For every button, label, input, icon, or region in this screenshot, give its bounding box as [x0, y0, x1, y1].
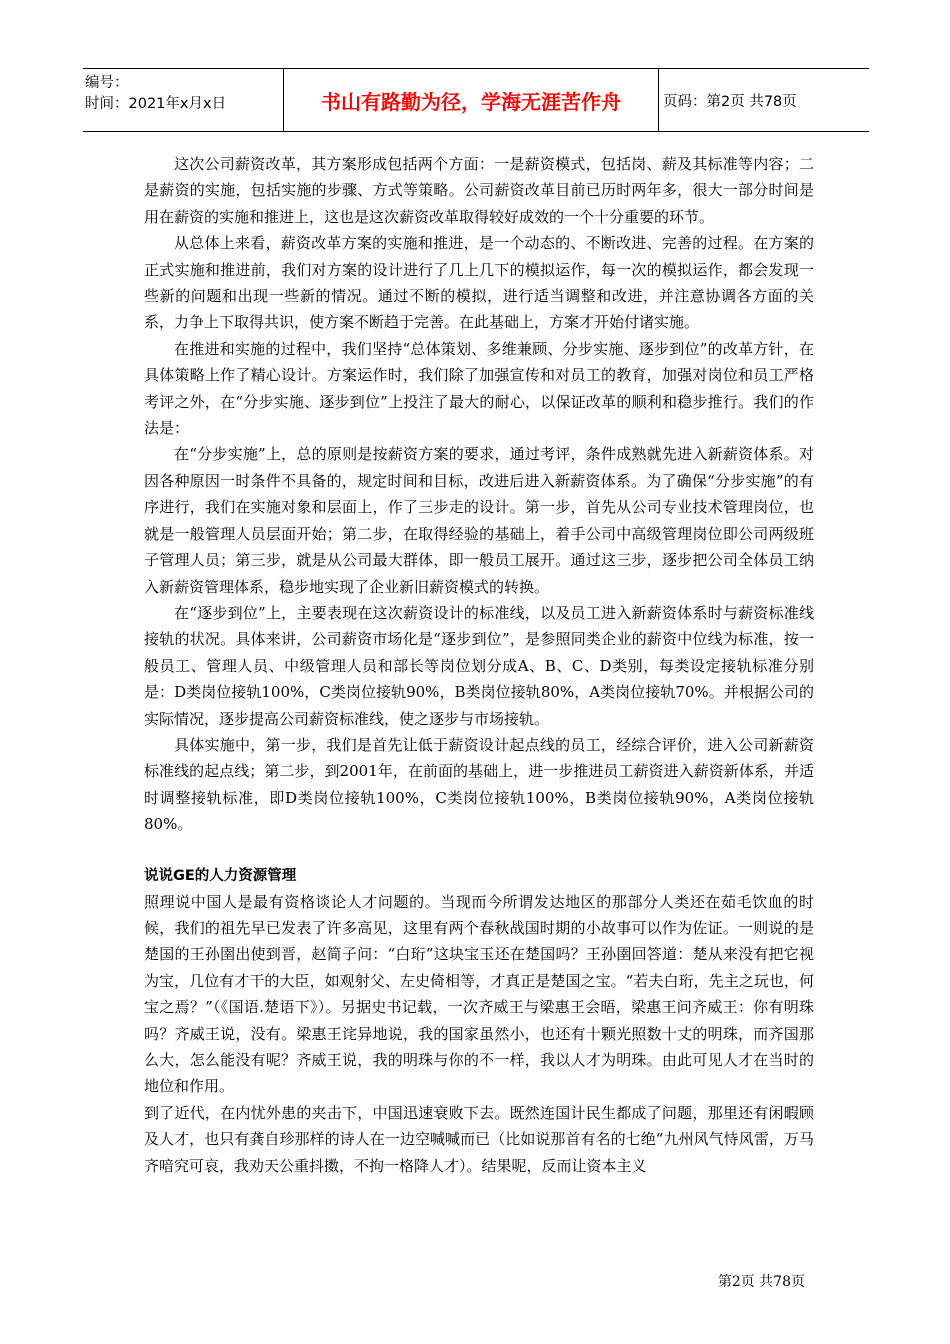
page-header [83, 68, 869, 132]
document-number-label: 编号： [85, 75, 129, 91]
section-paragraph: 到了近代，在内忧外患的夹击下，中国迅速衰败下去。既然连国计民生都成了问题，那里还有闲暇顾及人才，也只有龚自珍那样的诗人在一边空喊喊而已（比如说那首有名的七绝“九州风气恃风雷，万马齐喑究可哀，我劝天公重抖擞，不拘一格降人才）。结果呢，反而让资本主义 [144, 1103, 814, 1175]
page-footer: 第2页 共78页 [717, 1274, 805, 1290]
document-time-label: 时间：2021年x月x日 [85, 96, 227, 112]
body-paragraph: 在推进和实施的过程中，我们坚持“总体策划、多维兼顾、分步实施、逐步到位”的改革方针，在具体策略上作了精心设计。方案运作时，我们除了加强宣传和对员工的教育，加强对岗位和员工严格考评之外，在“分步实施、逐步到位”上投注了最大的耐心，以保证改革的顺利和稳步推行。我们的作法是： [144, 339, 814, 438]
header-motto: 书山有路勤为径，学海无涯苦作舟 [283, 69, 659, 131]
section-title: 说说GE的人力资源管理 [144, 867, 297, 884]
header-meta [85, 73, 285, 115]
body-paragraph: 在“分步实施”上，总的原则是按薪资方案的要求，通过考评，条件成熟就先进入新薪资体系。对因各种原因一时条件不具备的，规定时间和目标，改进后进入新薪资体系。为了确保“分步实施”的有序进行，我们在实施对象和层面上，作了三步走的设计。第一步，首先从公司专业技术管理岗位，也就是一般管理人员层面开始；第二步，在取得经验的基础上，着手公司中高级管理岗位即公司两级班子管理人员；第三步，就是从公司最大群体，即一般员工展开。通过这三步，逐步把公司全体员工纳入新薪资管理体系，稳步地实现了企业新旧薪资模式的转换。 [144, 445, 814, 596]
document-body [144, 151, 814, 1179]
header-page-info: 页码：第2页 共78页 [663, 93, 797, 110]
section-paragraph: 照理说中国人是最有资格谈论人才问题的。当现而今所谓发达地区的那部分人类还在茹毛饮血的时候，我们的祖先早已发表了许多高见，这里有两个春秋战国时期的小故事可以作为佐证。一则说的是楚国的王孙圉出使到晋，赵简子问：“白珩”这块宝玉还在楚国吗？王孙圉回答道：楚从来没有把它视为宝，几位有才干的大臣，如观射父、左史倚相等，才真正是楚国之宝。“若夫白珩，先主之玩也，何宝之焉？”（《国语.楚语下》）。另据史书记载，一次齐威王与梁惠王会晤，梁惠王问齐威王：你有明珠吗？齐威王说，没有。梁惠王诧异地说，我的国家虽然小，也还有十颗光照数十丈的明珠，而齐国那么大，怎么能没有呢？齐威王说，我的明珠与你的不一样，我以人才为明珠。由此可见人才在当时的地位和作用。 [144, 892, 814, 1096]
body-paragraph: 从总体上来看，薪资改革方案的实施和推进，是一个动态的、不断改进、完善的过程。在方案的正式实施和推进前，我们对方案的设计进行了几上几下的模拟运作，每一次的模拟运作，都会发现一些新的问题和出现一些新的情况。通过不断的模拟，进行适当调整和改进，并注意协调各方面的关系，力争上下取得共识，使方案不断趋于完善。在此基础上，方案才开始付诸实施。 [144, 234, 814, 332]
body-paragraph: 具体实施中，第一步，我们是首先让低于薪资设计起点线的员工，经综合评价，进入公司新薪资标准线的起点线；第二步，到2001年，在前面的基础上，进一步推进员工薪资进入薪资新体系，并适时调整接轨标准，即D类岗位接轨100%，C类岗位接轨100%，B类岗位接轨90%，A类岗位接轨80%。 [144, 735, 814, 834]
body-paragraph: 在“逐步到位”上，主要表现在这次薪资设计的标准线，以及员工进入新薪资体系时与薪资标准线接轨的状况。具体来讲，公司薪资市场化是“逐步到位”，是参照同类企业的薪资中位线为标准，按一般员工、管理人员、中级管理人员和部长等岗位划分成A、B、C、D类别，每类设定接轨标准分别是：D类岗位接轨100%，C类岗位接轨90%，B类岗位接轨80%，A类岗位接轨70%。并根据公司的实际情况，逐步提高公司薪资标准线，使之逐步与市场接轨。 [144, 603, 814, 728]
body-paragraph: 这次公司薪资改革，其方案形成包括两个方面：一是薪资模式，包括岗、薪及其标准等内容；二是薪资的实施，包括实施的步骤、方式等策略。公司薪资改革目前已历时两年多，很大一部分时间是用在薪资的实施和推进上，这也是这次薪资改革取得较好成效的一个十分重要的环节。 [144, 155, 814, 226]
